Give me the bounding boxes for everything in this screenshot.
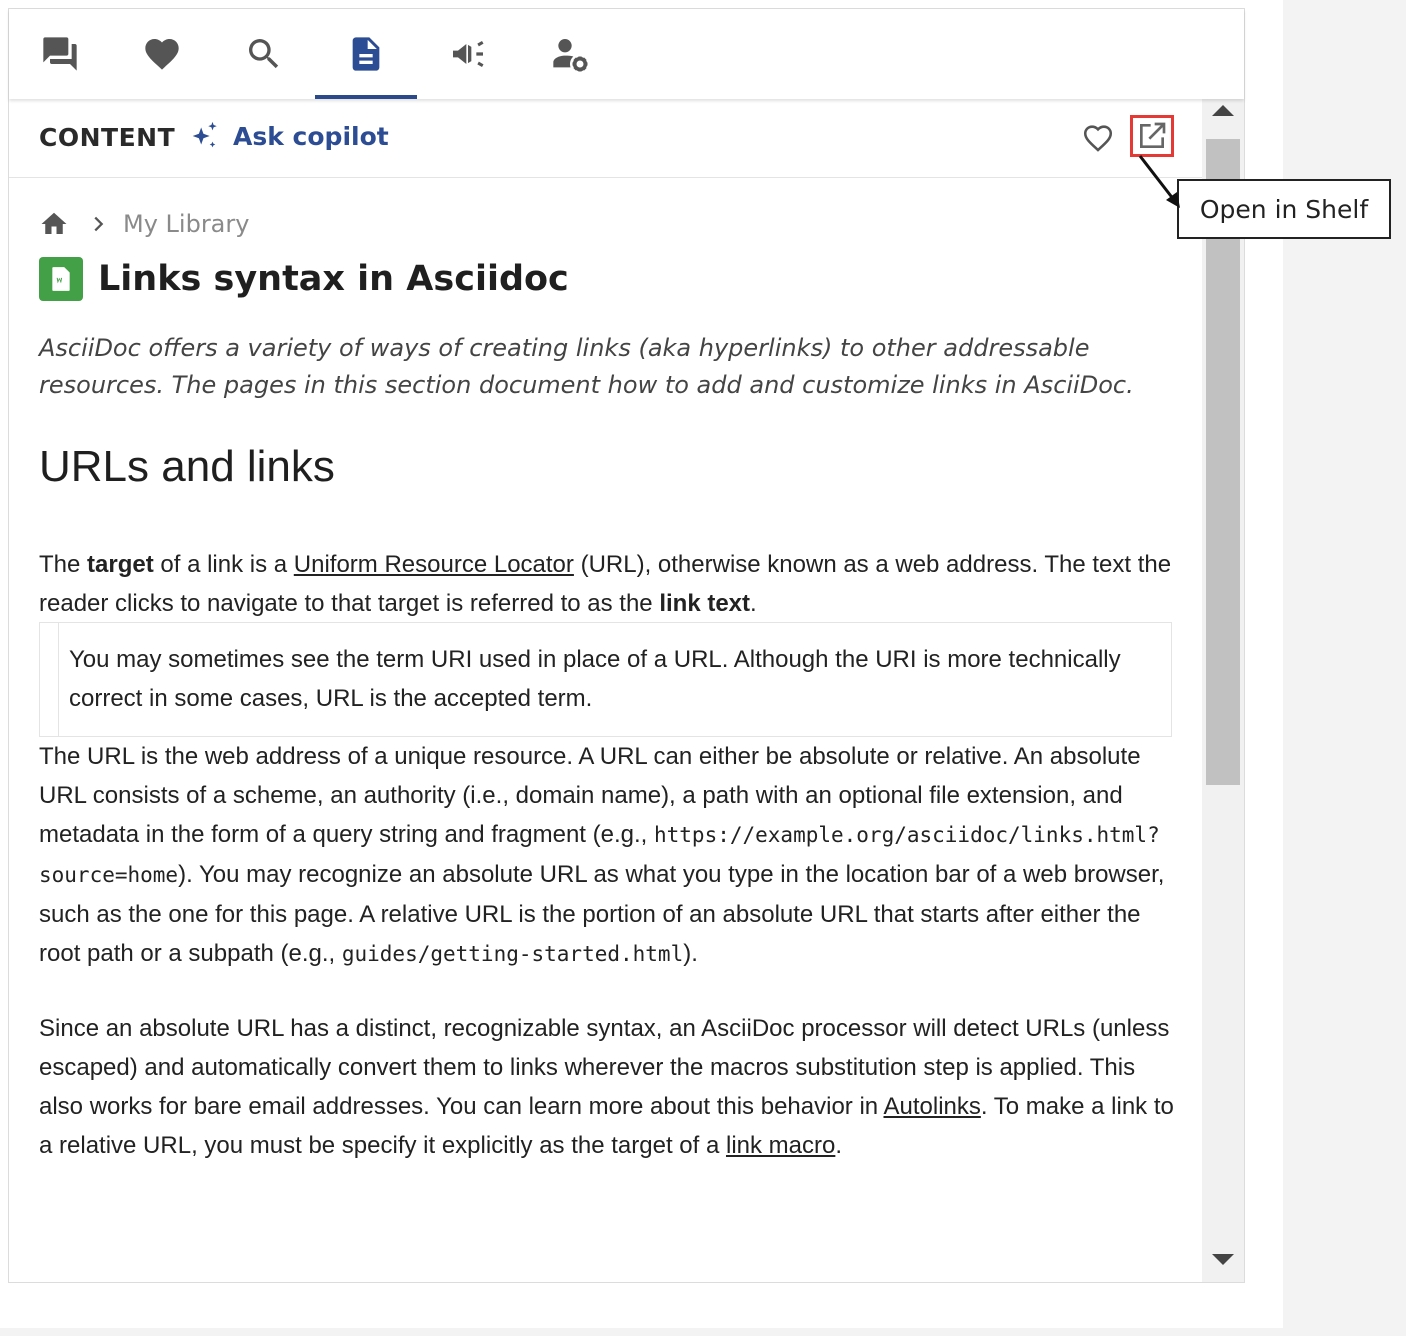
discussions-icon: [40, 34, 80, 74]
bold-text: link text: [659, 590, 751, 617]
section-heading: URLs and links: [39, 442, 335, 491]
open-in-shelf-tooltip: [1177, 179, 1391, 239]
text: . To make a link to a relative URL, you must be specify it explicitly as the target of a: [39, 1093, 1174, 1159]
tab-announcements[interactable]: [417, 9, 519, 99]
favorite-heart-icon[interactable]: [1081, 121, 1115, 155]
vertical-scrollbar[interactable]: [1202, 99, 1244, 1282]
content-label: CONTENT: [39, 123, 176, 152]
home-icon[interactable]: [39, 209, 69, 239]
breadcrumb: [39, 207, 249, 241]
user-settings-icon: [550, 34, 590, 74]
ask-copilot-label: Ask copilot: [233, 121, 389, 151]
link-uniform-resource-locator[interactable]: Uniform Resource Locator: [293, 551, 574, 578]
link-autolinks[interactable]: Autolinks: [883, 1093, 981, 1120]
paragraph-url-description: [39, 737, 1179, 974]
content-icon: [346, 34, 386, 74]
content-header: [9, 99, 1202, 178]
breadcrumb-my-library[interactable]: My Library: [123, 210, 250, 238]
tab-search[interactable]: [213, 9, 315, 99]
text: Since an absolute URL has a distinct, recognizable syntax, an AsciiDoc processor will detect URLs (unless escaped) and automatically convert them to links wherever the macros substitution step is applied. This also works for bare email addresses. You can learn more about this behavior in: [39, 1015, 1170, 1120]
tab-user-settings[interactable]: [519, 9, 621, 99]
text: ). You may recognize an absolute URL as what you type in the location bar of a web browser, such as the one for this page. A relative URL is the portion of an absolute URL that starts after either the root path or a subpath (e.g.,: [39, 861, 1165, 967]
tab-content[interactable]: [315, 9, 417, 99]
callout-arrow: [1130, 150, 1190, 215]
chevron-right-icon: [87, 213, 109, 235]
text: The URL is the web address of a unique resource. A URL can either be absolute or relative. An absolute URL consists of a scheme, an authority (i.e., domain name), a path with an optional file extension, and metadata in the form of a query string and fragment (e.g.,: [39, 743, 1141, 848]
search-icon: [244, 34, 284, 74]
text: of a link is a: [153, 551, 294, 578]
side-panel: [8, 8, 1245, 1283]
note-text: You may sometimes see the term URI used in place of a URL. Although the URI is more technically correct in some cases, URL is the accepted term.: [69, 646, 1121, 712]
inline-code: https://example.org/asciidoc/links.html?source=home: [39, 823, 1160, 887]
scroll-down-arrow[interactable]: [1212, 1254, 1234, 1265]
open-in-new-icon: [1136, 120, 1168, 152]
scroll-up-arrow[interactable]: [1212, 105, 1234, 116]
panel-toolbar: [9, 9, 1244, 99]
page-background-strip: [0, 1328, 1406, 1336]
document-type-icon: [39, 257, 83, 301]
inline-code: guides/getting-started.html: [341, 942, 684, 966]
page-title: Links syntax in Asciidoc: [98, 259, 569, 299]
tooltip-text: Open in Shelf: [1199, 194, 1369, 224]
text: ).: [683, 940, 698, 967]
favorites-icon: [142, 34, 182, 74]
paragraph-autolinks: [39, 1009, 1179, 1165]
announcements-icon: [448, 34, 488, 74]
note-block: [39, 622, 1172, 737]
text: .: [835, 1132, 843, 1159]
page-title-row: [39, 257, 569, 301]
text: (URL), otherwise known as a web address. The text the reader clicks to navigate to that target is referred to as the: [39, 551, 1172, 617]
link-link-macro[interactable]: link macro: [725, 1132, 836, 1159]
ask-copilot-button[interactable]: [187, 119, 389, 153]
article-lead: AsciiDoc offers a variety of ways of creating links (aka hyperlinks) to other addressable resources. The pages in this section document how to add and customize links in AsciiDoc.: [39, 334, 1134, 399]
paragraph-target: [39, 545, 1179, 623]
text: .: [750, 590, 757, 617]
text: The: [39, 551, 88, 578]
sparkle-icon: [187, 119, 221, 153]
bold-text: target: [87, 551, 154, 578]
note-bar: [40, 623, 59, 736]
tab-favorites[interactable]: [111, 9, 213, 99]
tab-discussions[interactable]: [9, 9, 111, 99]
